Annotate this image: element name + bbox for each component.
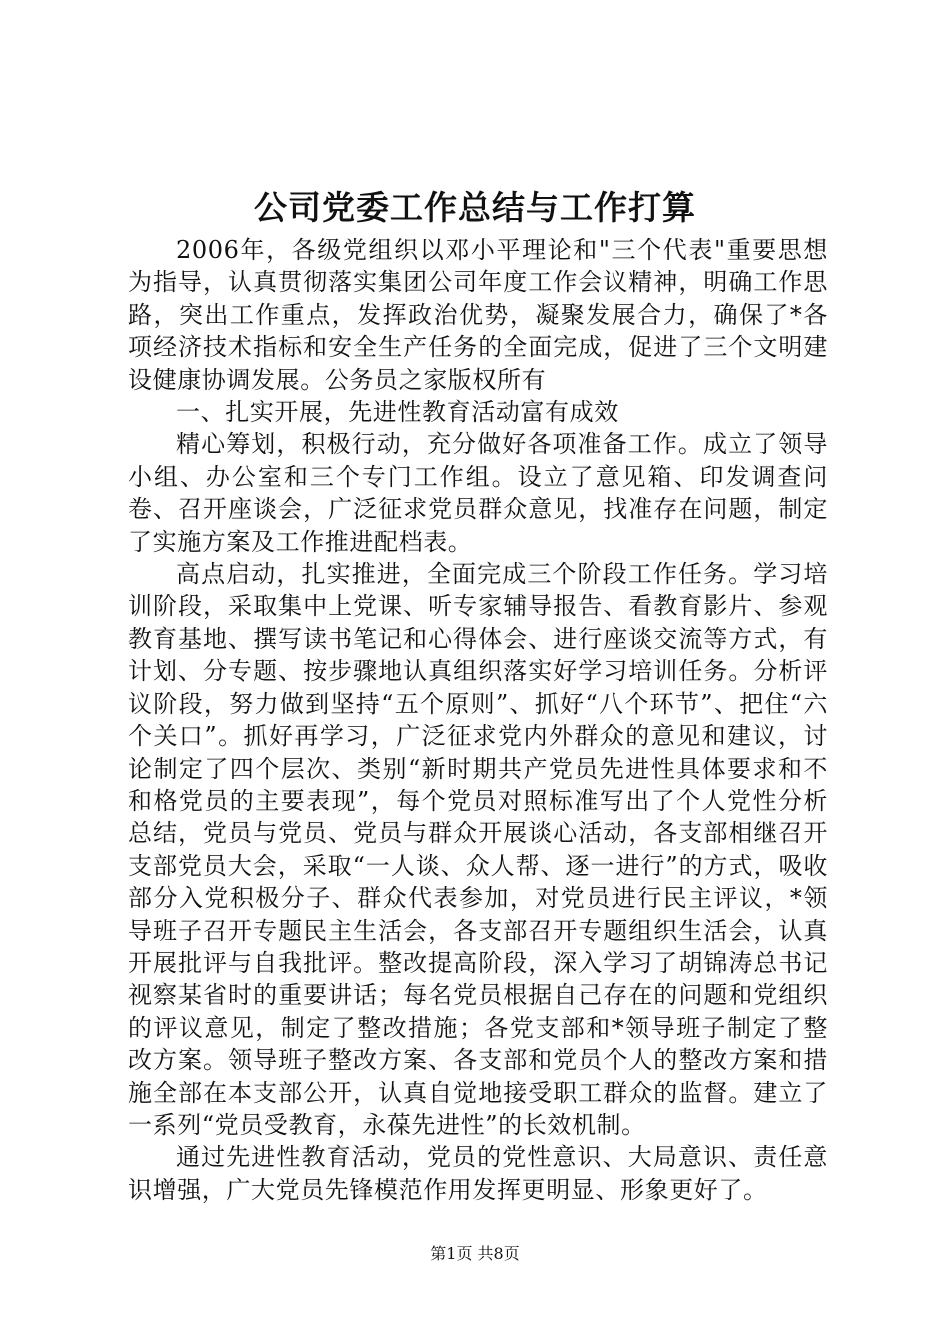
document-title: 公司党委工作总结与工作打算 <box>254 188 696 227</box>
page-indicator: 第1页 共8页 <box>430 1244 520 1263</box>
paragraph-stages: 高点启动，扎实推进，全面完成三个阶段工作任务。学习培训阶段，采取集中上党课、听专家辅导报告、看教育影片、参观教育基地、撰写读书笔记和心得体会、进行座谈交流等方式，有计划、分专题、按步骤地认真组织落实好学习培训任务。分析评议阶段，努力做到坚持“五个原则”、抓好“八个环节”、把住“六个关口”。抓好再学习，广泛征求党内外群众的意见和建议，讨论制定了四个层次、类别“新时期共产党员先进性具体要求和不和格党员的主要表现”，每个党员对照标准写出了个人党性分析总结，党员与党员、党员与群众开展谈心活动，各支部相继召开支部党员大会，采取“一人谈、众人帮、逐一进行”的方式，吸收部分入党积极分子、群众代表参加，对党员进行民主评议，*领导班子召开专题民主生活会，各支部召开专题组织生活会，认真开展批评与自我批评。整改提高阶段，深入学习了胡锦涛总书记视察某省时的重要讲话；每名党员根据自己存在的问题和党组织的评议意见，制定了整改措施；各党支部和*领导班子制定了整改方案。领导班子整改方案、各支部和党员个人的整改方案和措施全部在本支部公开，认真自觉地接受职工群众的监督。建立了一系列“党员受教育，永葆先进性”的长效机制。 <box>128 560 828 1139</box>
paragraph-results: 通过先进性教育活动，党员的党性意识、大局意识、责任意识增强，广大党员先锋模范作用发挥更明显、形象更好了。 <box>128 1143 828 1204</box>
document-body <box>128 234 828 1206</box>
paragraph-preparation: 精心筹划，积极行动，充分做好各项准备工作。成立了领导小组、办公室和三个专门工作组。设立了意见箱、印发调查问卷、召开座谈会，广泛征求党员群众意见，找准存在问题，制定了实施方案及工作推进配档表。 <box>128 430 828 556</box>
paragraph-intro: 2006年，各级党组织以邓小平理论和"三个代表"重要思想为指导，认真贯彻落实集团公司年度工作会议精神，明确工作思路，突出工作重点，发挥政治优势，凝聚发展合力，确保了*各项经济技术指标和安全生产任务的全面完成，促进了三个文明建设健康协调发展。公务员之家版权所有 <box>128 236 828 394</box>
section-heading: 一、扎实开展，先进性教育活动富有成效 <box>176 398 619 427</box>
